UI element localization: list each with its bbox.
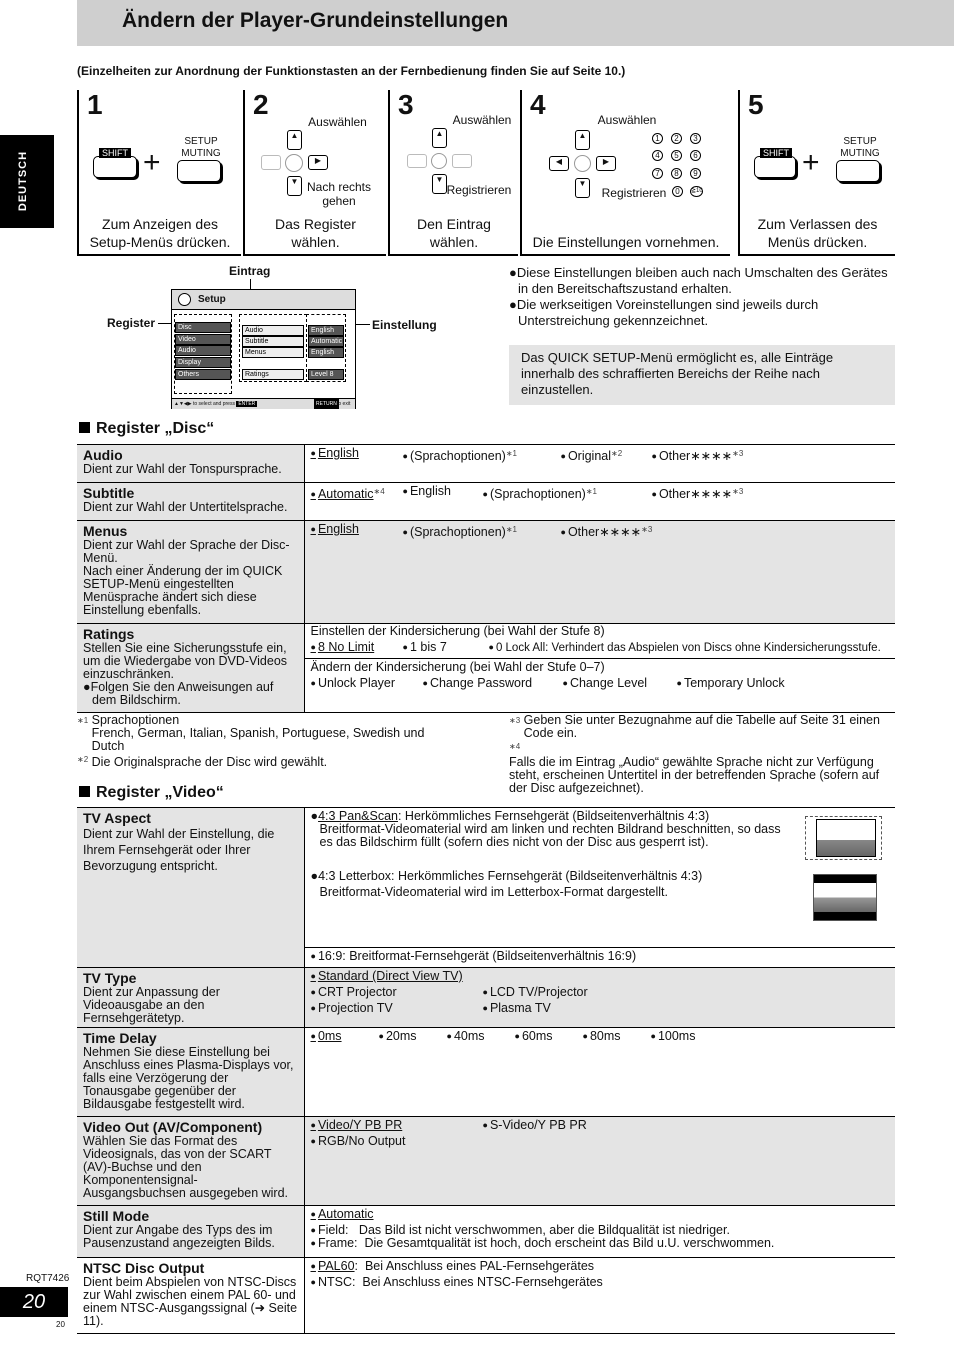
option: ● 60ms — [515, 1030, 553, 1043]
table-row — [77, 483, 895, 521]
option: ● Unlock Player — [311, 677, 396, 690]
up-arrow-icon: ▲ — [287, 130, 302, 150]
setting-name: Ratings — [83, 626, 135, 642]
down-arrow-icon: ▼ — [432, 174, 447, 194]
setting-name: TV Type — [83, 970, 137, 986]
step-caption: Den Eintrag wählen. — [417, 216, 491, 250]
callout-line — [158, 323, 172, 324]
select-label: Auswählen — [308, 115, 367, 129]
setup-label: SETUP — [184, 136, 218, 147]
number-key: 6 — [690, 150, 701, 161]
setting-name: Audio — [83, 447, 123, 463]
step-number: 2 — [253, 89, 269, 120]
option: ● English — [403, 485, 451, 498]
step-number: 4 — [530, 89, 546, 120]
letterbox-image — [813, 874, 877, 921]
video-settings-table — [77, 807, 895, 1334]
option: ● Other∗∗∗∗$^{∗3}$ — [652, 485, 744, 501]
menu-tab: Video — [175, 334, 231, 345]
setting-desc: Dient zur Wahl der Untertitelsprache. — [83, 500, 288, 514]
step-caption: Die Einstellungen vornehmen. — [532, 234, 720, 250]
option-default: ● English — [311, 523, 359, 536]
option: ● CRT Projector — [311, 986, 397, 999]
setup-key — [177, 160, 221, 182]
footnote-1: $^{∗1}$ Sprachoptionen French, German, Italian, Spanish, Portuguese, Swedish und Dutch — [77, 713, 425, 753]
number-key: 5 — [671, 150, 682, 161]
table-row — [77, 521, 895, 624]
option: ● RGB/No Output — [311, 1135, 406, 1148]
select-label: Auswählen — [597, 113, 657, 127]
enter-icon — [285, 154, 303, 172]
menu-tab: Audio — [175, 345, 231, 356]
option: ● NTSC: Bei Anschluss eines NTSC-Fernsehgerätes — [311, 1276, 603, 1289]
table-row — [77, 1028, 895, 1117]
step-caption: Zum Anzeigen des Setup-Menüs drücken. — [89, 216, 231, 250]
right-arrow-icon: ▶ — [596, 156, 616, 171]
model-number: RQT7426 — [26, 1273, 70, 1284]
muting-label: MUTING — [840, 148, 880, 159]
option: ● Frame: Die Gesamtqualität ist hoch, doch erscheint das Bild u.U. verschwommen. — [311, 1237, 775, 1250]
up-arrow-icon: ▲ — [432, 128, 447, 148]
setting-callout: Einstellung — [372, 318, 437, 332]
setup-menu-diagram — [171, 289, 356, 409]
down-arrow-icon: ▼ — [575, 178, 590, 198]
step-number: 1 — [87, 89, 103, 120]
shift-key — [754, 156, 796, 178]
footnote-2: $^{∗2}$ Die Originalsprache der Disc wird gewählt. — [77, 755, 328, 769]
bullet-item: ●Diese Einstellungen bleiben auch nach Umschalten des Gerätes in den Bereitschaftszustand erhalten. — [509, 265, 888, 296]
option: ● Other∗∗∗∗$^{∗3}$ — [561, 523, 653, 539]
video-heading-text: Register „Video“ — [96, 784, 224, 801]
number-key: 2 — [671, 133, 682, 144]
setting-desc: Dient zur Angabe des Typs des im Pausenzustand angezeigten Bilds. — [83, 1223, 275, 1250]
option: ● Change Level — [563, 677, 648, 690]
page-number-small: 20 — [56, 1320, 65, 1329]
page-number: 20 — [0, 1287, 68, 1317]
disc-settings-table — [77, 444, 895, 713]
language-tab-label: DEUTSCH — [17, 150, 29, 212]
number-key: 1 — [652, 133, 663, 144]
shift-label: SHIFT — [760, 148, 792, 158]
number-key: 0 — [672, 186, 683, 197]
setup-menu-title: Setup — [198, 294, 226, 305]
option: ● Change Password — [423, 677, 533, 690]
language-tab — [0, 135, 54, 228]
setting-name: Time Delay — [83, 1030, 157, 1046]
number-key: 8 — [671, 168, 682, 179]
menu-value: English — [308, 347, 344, 358]
option: ● LCD TV/Projector — [483, 986, 588, 999]
option-default: ● Automatic$^{∗4}$ — [311, 485, 385, 501]
setting-desc: Dient beim Abspielen von NTSC-Discs zur Wahl zwischen einem PAL 60- und einem NTSC-Ausgangssignal (➜ Seite 11). — [83, 1275, 298, 1328]
right-arrow-icon — [452, 154, 472, 168]
setting-bullet: ●Folgen Sie den Anweisungen auf dem Bildschirm. — [83, 680, 274, 707]
disc-section-heading — [79, 420, 214, 438]
setting-desc: Nehmen Sie diese Einstellung bei Anschluss eines Plasma-Displays vor, falls eine Verzögerung der Tonausgabe gegenüber der Bildausgabe festgestellt wird. — [83, 1045, 294, 1111]
step-2 — [243, 90, 386, 256]
option-default: ● Standard (Direct View TV) — [311, 970, 463, 983]
setup-menu-header — [172, 290, 355, 310]
number-key: 4 — [652, 150, 663, 161]
menu-item: Menus — [242, 347, 304, 358]
option-default: ● 8 No Limit — [311, 641, 375, 654]
return-badge: RETURN — [316, 401, 337, 407]
setting-name: NTSC Disc Output — [83, 1260, 205, 1276]
entry-callout: Eintrag — [229, 264, 271, 278]
option: ● 1 bis 7 — [403, 641, 447, 654]
option: ● Plasma TV — [483, 1002, 551, 1015]
ratings-heading: Ändern der Kindersicherung (bei Wahl der Stufe 0–7) — [310, 660, 605, 674]
setting-desc: Dient zur Wahl der Sprache der Disc-Menü. Nach einer Änderung der im QUICK SETUP-Menü eingestellten Menüsprache ändert sich diese Einstellung ebenfalls. — [83, 538, 290, 617]
left-arrow-icon — [407, 154, 427, 168]
setting-desc: Dient zur Wahl der Tonspursprache. — [83, 462, 282, 476]
setup-menu-footer — [172, 398, 355, 409]
option-default: ● Automatic — [311, 1208, 374, 1221]
table-row — [77, 808, 895, 948]
register-label: Registrieren — [446, 183, 512, 197]
setup-label: SETUP — [843, 136, 877, 147]
move-right-label: Nach rechts gehen — [306, 180, 372, 208]
table-row — [77, 1258, 895, 1334]
option-default: ● English — [311, 447, 359, 460]
option: ● Projection TV — [311, 1002, 393, 1015]
bullet-text: Die werkseitigen Voreinstellungen sind jeweils durch Unterstreichung gekennzeichnet. — [516, 297, 819, 328]
up-arrow-icon: ▲ — [575, 130, 590, 150]
quick-setup-note: Das QUICK SETUP-Menü ermöglicht es, alle Einträge innerhalb des schraffierten Bereichs der Reihe nach einzustellen. — [509, 345, 895, 405]
table-row — [77, 968, 895, 1028]
step-3 — [388, 90, 518, 256]
register-callout: Register — [107, 316, 156, 330]
number-key: ≧10 — [690, 186, 703, 197]
setting-name: Menus — [83, 523, 128, 539]
footnote-3: $^{∗3}$ Geben Sie unter Bezugnahme auf die Tabelle auf Seite 31 einen Code ein. — [509, 713, 880, 740]
setting-name: TV Aspect — [83, 810, 151, 826]
step-1 — [77, 90, 241, 256]
number-key: 3 — [690, 133, 701, 144]
footer-hint: ▲▼◀▶ to select and press — [174, 401, 235, 407]
menu-tab: Others — [175, 369, 231, 380]
setting-desc: Wählen Sie das Format des Videosignals, das von der SCART (AV)-Buchse und den Komponentensignal-Ausgangsbuchsen ausgegeben wird. — [83, 1134, 289, 1200]
setting-name: Still Mode — [83, 1208, 150, 1224]
bullet-text: Diese Einstellungen bleiben auch nach Umschalten des Gerätes in den Bereitschaftszustand erhalten. — [516, 265, 888, 296]
plus-icon: + — [802, 146, 820, 179]
option: ● Field: Das Bild ist nicht verschwommen, aber die Bildqualität ist niedriger. — [311, 1224, 730, 1237]
option: ● (Sprachoptionen)$^{∗1}$ — [483, 485, 598, 501]
option-default: ● PAL60: Bei Anschluss eines PAL-Fernsehgerätes — [311, 1260, 595, 1273]
table-row — [77, 624, 895, 713]
bullet-item: ●Die werkseitigen Voreinstellungen sind jeweils durch Unterstreichung gekennzeichnet. — [509, 297, 819, 328]
option: ● Temporary Unlock — [677, 677, 785, 690]
setting-name: Video Out (AV/Component) — [83, 1119, 263, 1135]
menu-value: Automatic — [308, 336, 344, 347]
menu-value: English — [308, 325, 344, 336]
enter-badge: ENTER — [238, 401, 256, 407]
setting-desc: Stellen Sie eine Sicherungsstufe ein, um die Wiedergabe von DVD-Videos einzuschränken. — [83, 641, 288, 681]
aspect-option-letterbox: ●4:3 Letterbox: Herkömmliches Fernsehgerät (Bildseitenverhältnis 4:3) Breitformat-Videomaterial wird im Letterbox-Format dargestellt. — [310, 869, 703, 899]
option: ● 40ms — [447, 1030, 485, 1043]
menu-value: Level 8 — [308, 369, 344, 380]
menu-tab: Disc — [175, 322, 231, 333]
shift-label: SHIFT — [99, 148, 131, 158]
video-section-heading — [79, 784, 224, 802]
step-caption: Zum Verlassen des Menüs drücken. — [757, 216, 878, 250]
number-key: 7 — [652, 168, 663, 179]
step-4 — [520, 90, 730, 256]
panscan-image — [805, 816, 882, 860]
aspect-option-169: ● 16:9: Breitformat-Fernsehgerät (Bildseitenverhältnis 16:9) — [311, 950, 637, 963]
setup-key — [836, 160, 880, 182]
select-label: Auswählen — [452, 113, 512, 127]
option: ● 20ms — [379, 1030, 417, 1043]
register-label: Registrieren — [601, 186, 667, 200]
option: ● S-Video/Y PB PR — [483, 1119, 587, 1132]
option: ● (Sprachoptionen)$^{∗1}$ — [403, 523, 518, 539]
table-row — [77, 1206, 895, 1258]
table-row — [77, 1117, 895, 1206]
page-title: Ändern der Player-Grundeinstellungen — [122, 9, 509, 32]
shift-key — [93, 156, 137, 178]
muting-label: MUTING — [181, 148, 221, 159]
menu-tab: Display — [175, 357, 231, 368]
disc-icon — [178, 293, 191, 306]
right-arrow-icon: ▶ — [308, 155, 328, 170]
down-arrow-icon: ▼ — [287, 176, 302, 196]
enter-icon — [431, 153, 447, 169]
option-default: ● 0ms — [311, 1030, 342, 1043]
bullet-list — [509, 265, 899, 329]
menu-item: Subtitle — [242, 336, 304, 347]
setting-desc: Dient zur Wahl der Einstellung, die Ihrem Fernsehgerät oder Ihrer Bevorzugung entspricht. — [83, 827, 275, 873]
disc-heading-text: Register „Disc“ — [96, 420, 215, 437]
menu-item: Ratings — [242, 369, 304, 380]
step-number: 5 — [748, 89, 764, 120]
footnote-4: $^{∗4}$ Falls die im Eintrag „Audio“ gewählte Sprache nicht zur Verfügung steht, erscheinen Untertitel in der betreffenden Sprache (sofern auf der Disc aufgezeichnet). — [509, 742, 880, 795]
left-arrow-icon — [261, 155, 281, 170]
setting-name: Subtitle — [83, 485, 135, 501]
option: ● Original$^{∗2}$ — [561, 447, 623, 463]
step-caption: Das Register wählen. — [275, 216, 356, 250]
option: ● Other∗∗∗∗$^{∗3}$ — [652, 447, 744, 463]
divider — [305, 658, 896, 659]
step-number: 3 — [398, 89, 414, 120]
setting-desc: Dient zur Anpassung der Videoausgabe an den Fernsehgerätetyp. — [83, 985, 220, 1025]
ratings-heading: Einstellen der Kindersicherung (bei Wahl der Stufe 8) — [310, 624, 605, 638]
number-key: 9 — [690, 168, 701, 179]
aspect-option-panscan: ●4:3 Pan&Scan: Herkömmliches Fernsehgerät (Bildseitenverhältnis 4:3) Breitformat-Videomaterial wird am linken und rechten Bildrand beschnitten, so dass es das Bildschirm füllt (sofern dies nicht von der Disc aus gesperrt ist). — [310, 809, 781, 849]
menu-item: Audio — [242, 325, 304, 336]
option-default: ● Video/Y PB PR — [311, 1119, 403, 1132]
title-band — [77, 0, 954, 46]
intro-note: (Einzelheiten zur Anordnung der Funktionstasten an der Fernbedienung finden Sie auf Seite 10.) — [77, 64, 626, 78]
option: ● (Sprachoptionen)$^{∗1}$ — [403, 447, 518, 463]
option: ● 0 Lock All: Verhindert das Abspielen von Discs ohne Kindersicherungsstufe. — [489, 641, 881, 655]
option: ● 100ms — [651, 1030, 696, 1043]
footer-exit: to exit — [337, 401, 351, 407]
plus-icon: + — [143, 146, 161, 179]
enter-icon — [574, 155, 591, 172]
left-arrow-icon: ◀ — [549, 156, 569, 171]
table-row — [77, 445, 895, 483]
option: ● 80ms — [583, 1030, 621, 1043]
step-5 — [738, 90, 895, 256]
